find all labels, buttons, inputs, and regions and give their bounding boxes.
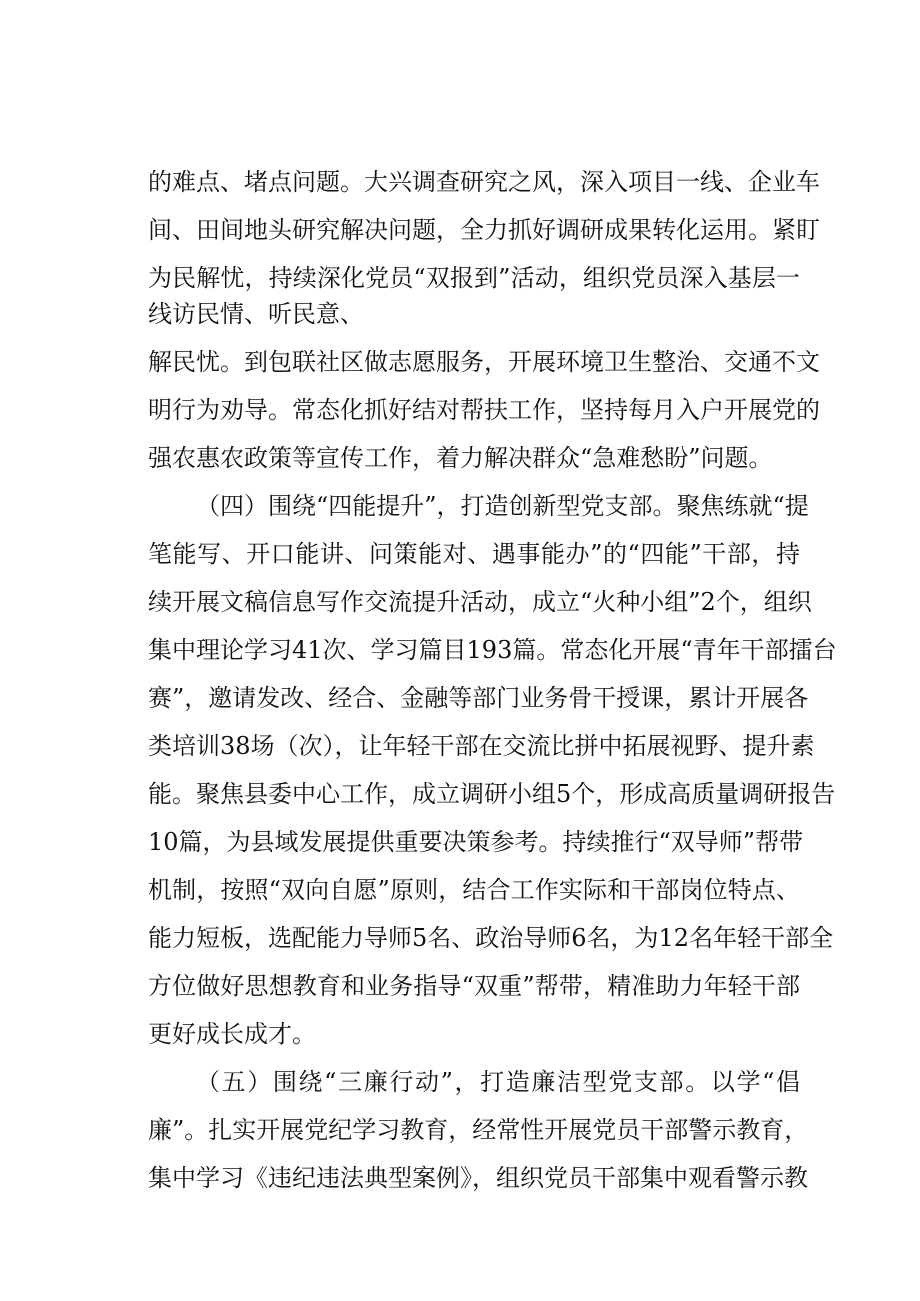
text-line: 能力短板，选配能力导师5名、政治导师6名，为12名年轻干部全 <box>148 924 834 952</box>
text-line: 赛”，邀请发改、经合、金融等部门业务骨干授课，累计开展各 <box>148 684 809 712</box>
text-line: 机制，按照“双向自愿”原则，结合工作实际和干部岗位特点、 <box>148 876 800 904</box>
text-line: 为民解忧，持续深化党员“双报到”活动，组织党员深入基层一 <box>148 264 800 292</box>
text-line: 线访民情、听民意、 <box>148 300 364 328</box>
text-line: 强农惠农政策等宣传工作，着力解决群众“急难愁盼”问题。 <box>148 444 773 472</box>
text-line: 解民忧。到包联社区做志愿服务，开展环境卫生整治、交通不文 <box>148 348 820 376</box>
text-line: 更好成长成才。 <box>148 1020 316 1048</box>
text-line: 笔能写、开口能讲、问策能对、遇事能办”的“四能”干部，持 <box>148 540 800 568</box>
text-line: 间、田间地头研究解决问题，全力抓好调研成果转化运用。紧盯 <box>148 216 820 244</box>
text-line: 集中学习《违纪违法典型案例》，组织党员干部集中观看警示教 <box>148 1164 808 1192</box>
text-line: 续开展文稿信息写作交流提升活动，成立“火种小组”2个，组织 <box>148 588 812 616</box>
text-line: 的难点、堵点问题。大兴调查研究之风，深入项目一线、企业车 <box>148 168 820 196</box>
text-line: 廉”。扎实开展党纪学习教育，经常性开展党员干部警示教育， <box>148 1116 809 1144</box>
text-line: 能。聚焦县委中心工作，成立调研小组5个，形成高质量调研报告 <box>148 780 836 808</box>
section-heading-line: （五）围绕“三廉行动”，打造廉洁型党支部。以学“倡 <box>196 1068 800 1096</box>
text-line: 集中理论学习41次、学习篇目193篇。常态化开展“青年干部擂台 <box>148 636 837 664</box>
section-heading-line: （四）围绕“四能提升”，打造创新型党支部。聚焦练就“提 <box>196 492 809 520</box>
text-line: 类培训38场（次），让年轻干部在交流比拼中拓展视野、提升素 <box>148 732 815 760</box>
text-line: 方位做好思想教育和业务指导“双重”帮带，精准助力年轻干部 <box>148 972 800 1000</box>
text-line: 10篇，为县域发展提供重要决策参考。持续推行“双导师”帮带 <box>148 828 804 856</box>
text-line: 明行为劝导。常态化抓好结对帮扶工作，坚持每月入户开展党的 <box>148 396 820 424</box>
